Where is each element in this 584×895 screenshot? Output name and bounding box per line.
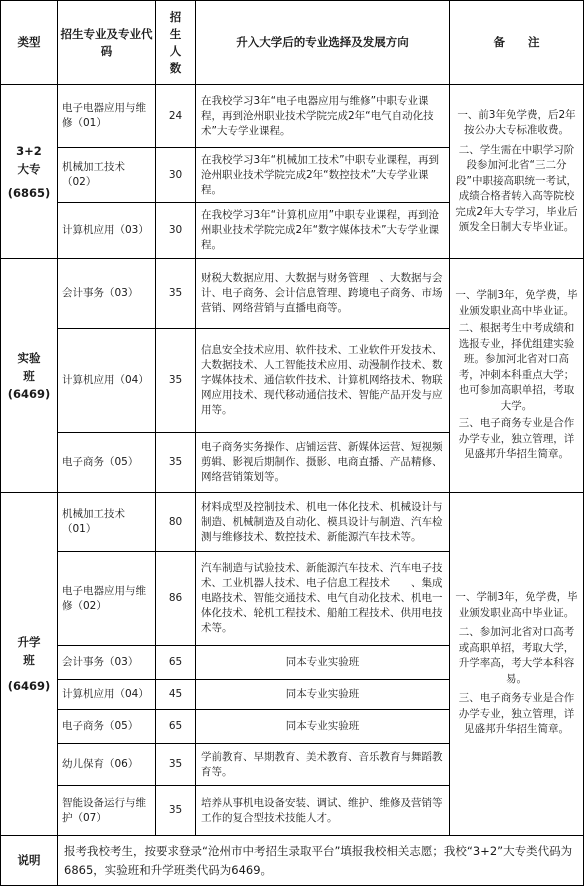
type-cell-advancement: [1, 493, 58, 836]
major-cell: 电子电器应用与维修（02）: [58, 552, 156, 646]
type-code: (6469): [7, 386, 51, 401]
remark-cell-3plus2: [450, 85, 584, 259]
count-cell: 65: [156, 710, 196, 744]
remark-line: 一、学制3年，免学费，毕业颁发职业高中毕业证。: [455, 289, 578, 317]
direction-cell: 信息安全技术应用、软件技术、工业软件开发技术、大数据技术、人工智能技术应用、动漫制作技术、数字媒体技术、通信软件技术、计算机网络技术、物联网应用技术、现代移动通信技术、智能产品开发与应用等。: [196, 329, 450, 433]
major-cell: 机械加工技术（02）: [58, 148, 156, 203]
major-cell: 幼儿保育（06）: [58, 744, 156, 786]
direction-cell: 在我校学习3年“电子电器应用与维修”中职专业课程，再到沧州职业技术学院完成2年“电气自动化技术”大专学业课程。: [196, 85, 450, 148]
type-code: (6865): [7, 185, 51, 200]
footer-text: 报考我校考生，按要求登录“沧州市中考招生录取平台”填报我校相关志愿；我校“3+2”大专类代码为6865，实验班和升学班类代码为6469。: [58, 836, 584, 886]
remark-line: 二、根据考生中考成绩和选报专业，择优组建实验班。参加河北省对口高考，冲刺本科重点大学；也可参加高职单招，考取大学。: [458, 322, 575, 412]
type-name: 升学班: [17, 635, 41, 667]
major-cell: 电子电器应用与维修（01）: [58, 85, 156, 148]
direction-cell: 学前教育、早期教育、美术教育、音乐教育与舞蹈教育等。: [196, 744, 450, 786]
direction-cell: 在我校学习3年“计算机应用”中职专业课程，再到沧州职业技术学院完成2年“数字媒体技术”大专学业课程。: [196, 203, 450, 259]
direction-cell: 汽车制造与试验技术、新能源汽车技术、汽车电子技术、工业机器人技术、电子信息工程技术 、集成电路技术、智能交通技术、电气自动化技术、机电一体化技术、轮机工程技术、船舶工程技术、供用电技术等。: [196, 552, 450, 646]
header-count: 招生人数: [156, 1, 196, 85]
major-cell: 电子商务（05）: [58, 710, 156, 744]
remark-line: 一、学制3年，免学费，毕业颁发职业高中毕业证。: [455, 591, 578, 619]
type-cell-experimental: [1, 259, 58, 493]
major-cell: 会计事务（03）: [58, 259, 156, 329]
table-row: [1, 259, 584, 329]
direction-cell: 培养从事机电设备安装、调试、维护、维修及营销等工作的复合型技术技能人才。: [196, 786, 450, 836]
type-cell-3plus2: [1, 85, 58, 259]
remark-line: 一、前3年免学费，后2年按公办大专标准收费。: [457, 108, 576, 136]
count-cell: 35: [156, 329, 196, 433]
remark-line: 二、参加河北省对口高考或高职单招，考取大学，升学率高，考大学本科容易。: [458, 626, 575, 685]
type-code: (6469): [7, 679, 51, 693]
direction-cell: 电子商务实务操作、店铺运营、新媒体运营、短视频剪辑、影视后期制作、摄影、电商直播、产品精修、网络营销策划等。: [196, 433, 450, 493]
direction-cell: 同本专业实验班: [196, 710, 450, 744]
remark-line: 三、电子商务专业是合作办学专业，独立管理，详见盛邦升华招生简章。: [458, 417, 575, 461]
count-cell: 86: [156, 552, 196, 646]
header-direction: 升入大学后的专业选择及发展方向: [196, 1, 450, 85]
remark-line: 二、学生需在中职学习阶段参加河北省“三二分段”中职接高职统一考试，成绩合格者转入高等院校完成2年大专学习，毕业后颁发全日制大专毕业证。: [455, 143, 578, 233]
header-type: 类型: [1, 1, 58, 85]
remark-line: 三、电子商务专业是合作办学专业，独立管理，详见盛邦升华招生简章。: [458, 692, 575, 736]
header-remark: 备 注: [450, 1, 584, 85]
major-cell: 会计事务（03）: [58, 646, 156, 680]
count-cell: 45: [156, 680, 196, 710]
count-cell: 24: [156, 85, 196, 148]
footer-row: [1, 836, 584, 886]
direction-cell: 材料成型及控制技术、机电一体化技术、机械设计与制造、机械制造及自动化、模具设计与制造、汽车检测与维修技术、数控技术、新能源汽车技术等。: [196, 493, 450, 552]
major-cell: 机械加工技术（01）: [58, 493, 156, 552]
count-cell: 35: [156, 786, 196, 836]
remark-cell-advancement: [450, 493, 584, 836]
count-cell: 35: [156, 744, 196, 786]
direction-cell: 同本专业实验班: [196, 680, 450, 710]
table-row: [1, 493, 584, 552]
major-cell: 计算机应用（04）: [58, 680, 156, 710]
major-cell: 电子商务（05）: [58, 433, 156, 493]
direction-cell: 财税大数据应用、大数据与财务管理 、大数据与会计、电子商务、会计信息管理、跨境电子商务、市场营销、网络营销与直播电商等。: [196, 259, 450, 329]
header-row: [1, 1, 584, 85]
count-cell: 80: [156, 493, 196, 552]
count-cell: 30: [156, 203, 196, 259]
footer-label: 说明: [1, 836, 58, 886]
count-cell: 35: [156, 433, 196, 493]
table-row: [1, 85, 584, 148]
type-name: 实验班: [17, 350, 41, 383]
count-cell: 65: [156, 646, 196, 680]
major-cell: 计算机应用（03）: [58, 203, 156, 259]
count-cell: 30: [156, 148, 196, 203]
type-name: 3+2大专: [16, 143, 42, 176]
header-major: 招生专业及专业代码: [58, 1, 156, 85]
major-cell: 计算机应用（04）: [58, 329, 156, 433]
remark-cell-experimental: [450, 259, 584, 493]
direction-cell: 同本专业实验班: [196, 646, 450, 680]
major-cell: 智能设备运行与维护（07）: [58, 786, 156, 836]
count-cell: 35: [156, 259, 196, 329]
direction-cell: 在我校学习3年“机械加工技术”中职专业课程，再到沧州职业技术学院完成2年“数控技术”大专学业课程。: [196, 148, 450, 203]
